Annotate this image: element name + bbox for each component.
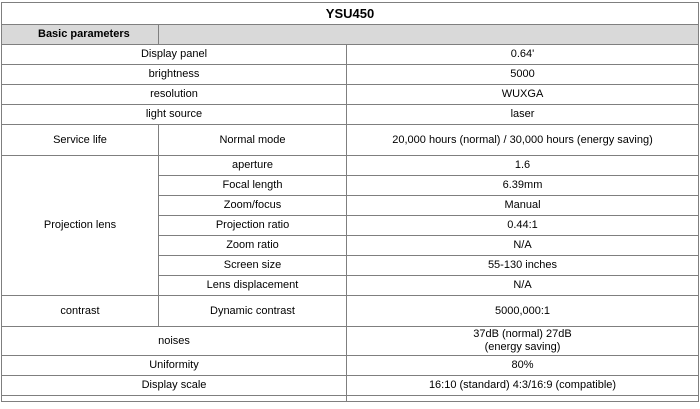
spec-label: noises (2, 327, 347, 356)
spec-value: N/A (347, 236, 699, 256)
spec-label: brightness (2, 65, 347, 85)
spec-table (1, 2, 699, 402)
spec-label: Dynamic contrast (159, 296, 347, 327)
spec-label: Zoom ratio (159, 236, 347, 256)
table-row (2, 156, 699, 176)
table-row (2, 356, 699, 376)
table-row (2, 45, 699, 65)
table-row (2, 65, 699, 85)
table-row (2, 296, 699, 327)
spec-value: 0.64' (347, 45, 699, 65)
spec-value: laser (347, 105, 699, 125)
spec-value-line: (energy saving) (484, 341, 561, 353)
spec-label: Display panel (2, 45, 347, 65)
spec-value: 1.6 (347, 156, 699, 176)
spec-label: Projection ratio (159, 216, 347, 236)
spec-value-line: 37dB (normal) 27dB (473, 328, 572, 340)
spec-value: Manual (347, 196, 699, 216)
spec-label: resolution (2, 85, 347, 105)
section-label: Basic parameters (2, 25, 159, 45)
spec-value: 0.44:1 (347, 216, 699, 236)
table-row (2, 105, 699, 125)
spec-label: aperture (159, 156, 347, 176)
table-row (2, 327, 699, 356)
group-label: Service life (2, 125, 159, 156)
table-row-partial (2, 396, 699, 402)
spec-value: 5000 (347, 65, 699, 85)
partial-cell (347, 396, 699, 402)
spec-value: N/A (347, 276, 699, 296)
partial-cell (2, 396, 347, 402)
spec-value: 55-130 inches (347, 256, 699, 276)
spec-value: WUXGA (347, 85, 699, 105)
spec-label: Display scale (2, 376, 347, 396)
table-row (2, 125, 699, 156)
spec-label: Lens displacement (159, 276, 347, 296)
spec-value: 80% (347, 356, 699, 376)
section-filler (159, 25, 699, 45)
spec-value-multiline (347, 327, 699, 356)
spec-label: Focal length (159, 176, 347, 196)
table-row (2, 85, 699, 105)
section-header-row (2, 25, 699, 45)
spec-label: Uniformity (2, 356, 347, 376)
spec-label: Zoom/focus (159, 196, 347, 216)
spec-value: 6.39mm (347, 176, 699, 196)
group-label: contrast (2, 296, 159, 327)
group-label: Projection lens (2, 156, 159, 296)
spec-value: 5000,000:1 (347, 296, 699, 327)
table-title: YSU450 (2, 3, 699, 25)
table-row (2, 376, 699, 396)
spec-label: Screen size (159, 256, 347, 276)
spec-value: 20,000 hours (normal) / 30,000 hours (energy saving) (347, 125, 699, 156)
spec-label: light source (2, 105, 347, 125)
spec-label: Normal mode (159, 125, 347, 156)
spec-value: 16:10 (standard) 4:3/16:9 (compatible) (347, 376, 699, 396)
